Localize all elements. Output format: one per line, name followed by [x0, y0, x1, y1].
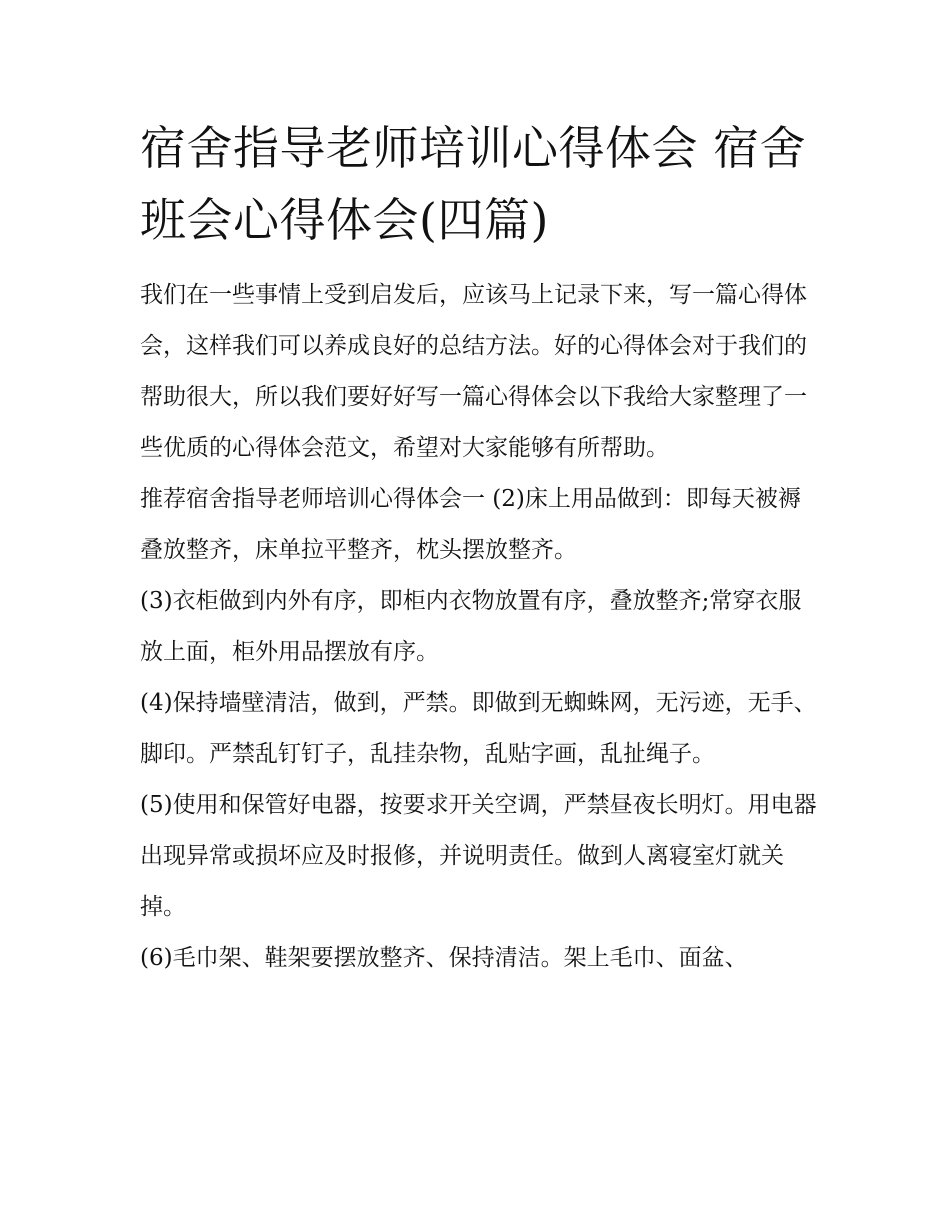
document-title: 宿舍指导老师培训心得体会 宿舍班会心得体会(四篇) [140, 121, 807, 247]
paragraph-bedding: 推荐宿舍指导老师培训心得体会一 (2)床上用品做到：即每天被褥叠放整齐，床单拉平整齐，枕头摆放整齐。 [140, 486, 801, 563]
paragraph-walls: (4)保持墙壁清洁，做到，严禁。即做到无蜘蛛网，无污迹，无手、脚印。严禁乱钉钉子，乱挂杂物，乱贴字画，乱扯绳子。 [140, 690, 817, 767]
paragraph-towel-rack: (6)毛巾架、鞋架要摆放整齐、保持清洁。架上毛巾、面盆、 [140, 945, 748, 971]
paragraph-intro: 我们在一些事情上受到启发后，应该马上记录下来，写一篇心得体会，这样我们可以养成良好的总结方法。好的心得体会对于我们的帮助很大，所以我们要好好写一篇心得体会以下我给大家整理了一些优质的心得体会范文，希望对大家能够有所帮助。 [140, 282, 807, 461]
paragraph-electrical: (5)使用和保管好电器，按要求开关空调，严禁昼夜长明灯。用电器出现异常或损坏应及时报修，并说明责任。做到人离寝室灯就关掉。 [140, 792, 817, 920]
document-page [140, 112, 820, 984]
paragraph-wardrobe: (3)衣柜做到内外有序，即柜内衣物放置有序，叠放整齐;常穿衣服放上面，柜外用品摆放有序。 [140, 588, 802, 665]
